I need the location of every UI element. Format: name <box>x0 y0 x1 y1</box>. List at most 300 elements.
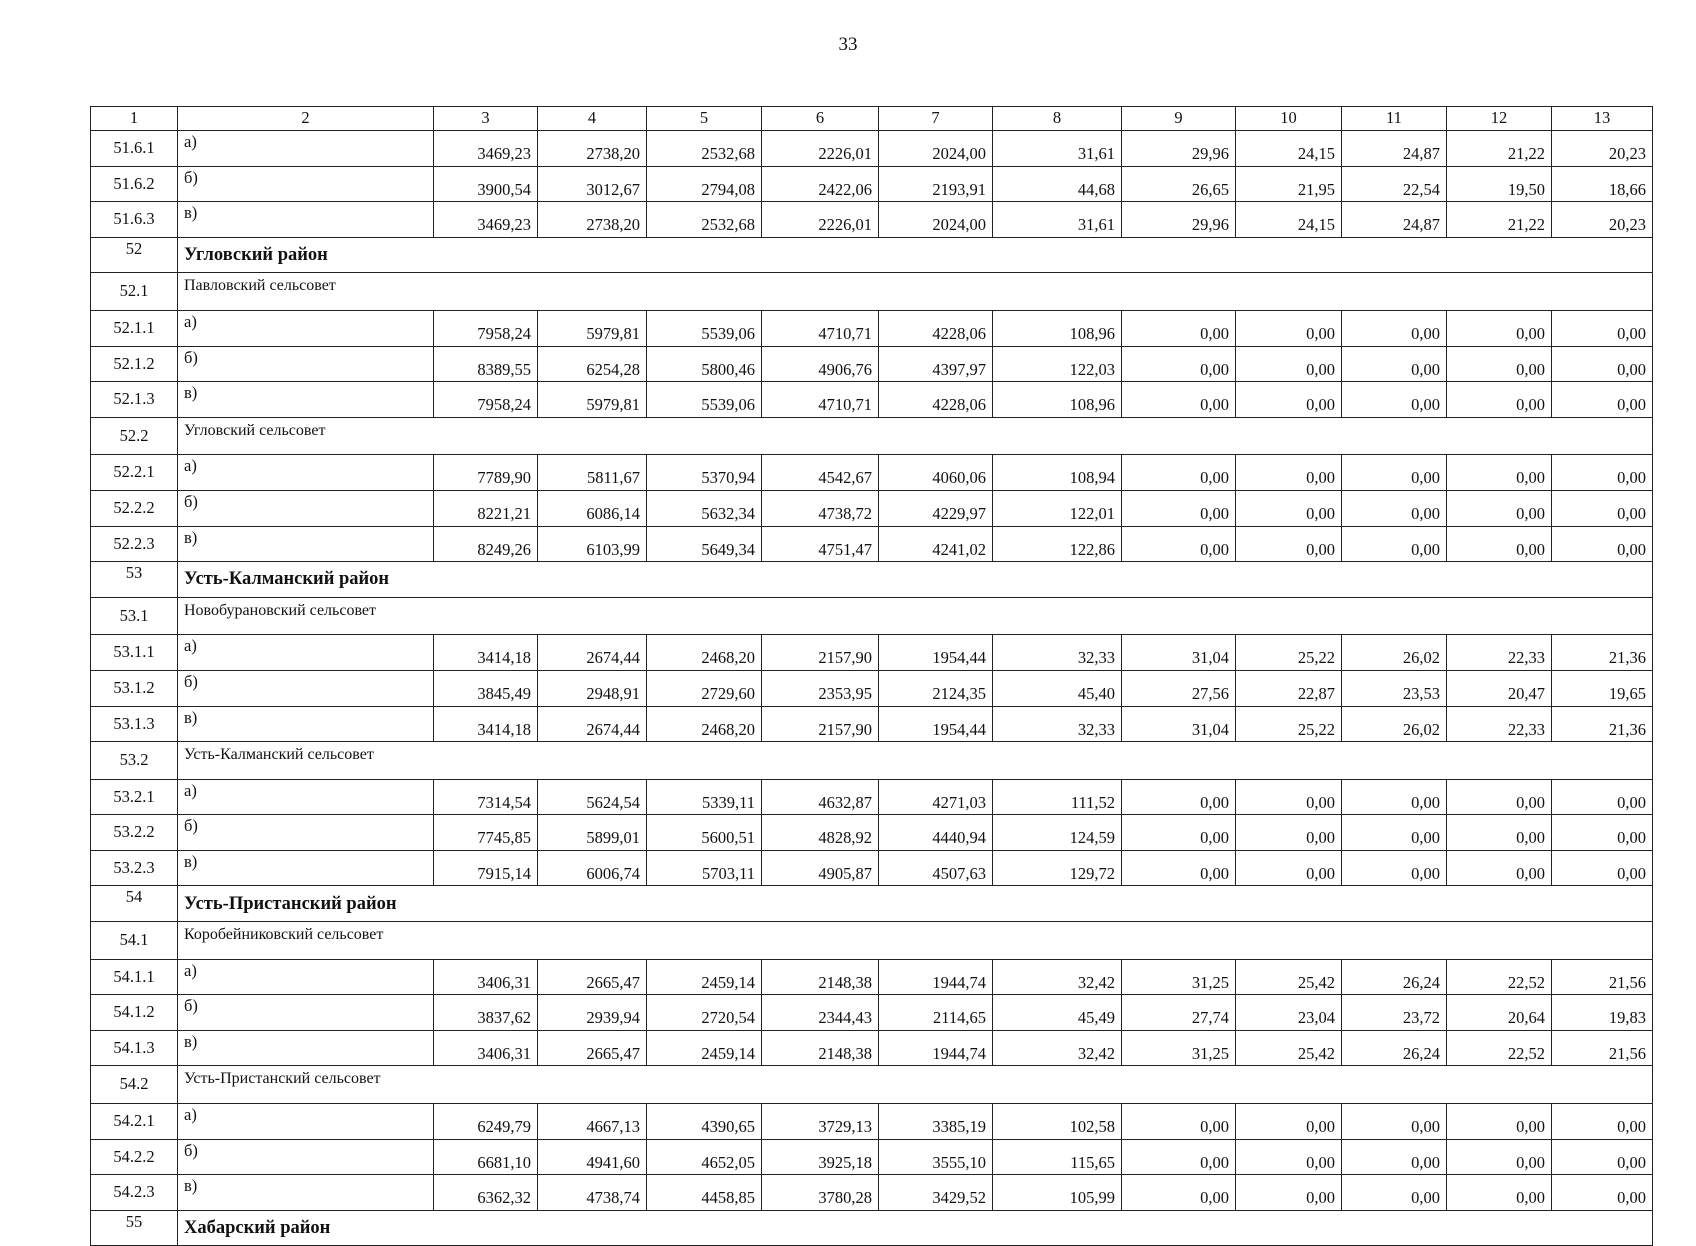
row-variant: в) <box>178 382 434 418</box>
district-row <box>91 1210 1653 1246</box>
value-cell: 3845,49 <box>434 670 538 706</box>
value-cell: 2665,47 <box>538 1030 647 1066</box>
row-variant: б) <box>178 670 434 706</box>
value-cell: 0,00 <box>1236 1175 1342 1211</box>
value-cell: 1954,44 <box>879 635 993 671</box>
column-header: 3 <box>434 107 538 131</box>
value-cell: 20,23 <box>1552 202 1653 238</box>
row-code: 53.2.1 <box>91 779 178 815</box>
table-row <box>91 995 1653 1031</box>
value-cell: 22,52 <box>1447 1030 1552 1066</box>
value-cell: 2674,44 <box>538 706 647 742</box>
row-code: 52.1.3 <box>91 382 178 418</box>
council-row <box>91 742 1653 780</box>
value-cell: 0,00 <box>1122 779 1236 815</box>
council-code: 53.1 <box>91 597 178 635</box>
value-cell: 122,01 <box>993 490 1122 526</box>
value-cell: 32,42 <box>993 959 1122 995</box>
value-cell: 3729,13 <box>762 1104 879 1140</box>
row-variant: б) <box>178 815 434 851</box>
value-cell: 3406,31 <box>434 1030 538 1066</box>
value-cell: 21,56 <box>1552 959 1653 995</box>
value-cell: 3900,54 <box>434 166 538 202</box>
row-code: 53.2.3 <box>91 850 178 886</box>
value-cell: 124,59 <box>993 815 1122 851</box>
table-row <box>91 202 1653 238</box>
value-cell: 0,00 <box>1342 490 1447 526</box>
value-cell: 32,33 <box>993 635 1122 671</box>
value-cell: 5899,01 <box>538 815 647 851</box>
value-cell: 0,00 <box>1236 526 1342 562</box>
district-code: 53 <box>91 562 178 598</box>
table-row <box>91 670 1653 706</box>
table-body <box>91 107 1653 1246</box>
value-cell: 115,65 <box>993 1139 1122 1175</box>
value-cell: 3012,67 <box>538 166 647 202</box>
value-cell: 0,00 <box>1342 346 1447 382</box>
value-cell: 2157,90 <box>762 706 879 742</box>
value-cell: 24,15 <box>1236 202 1342 238</box>
value-cell: 4905,87 <box>762 850 879 886</box>
value-cell: 0,00 <box>1342 1175 1447 1211</box>
value-cell: 0,00 <box>1447 779 1552 815</box>
value-cell: 0,00 <box>1447 850 1552 886</box>
value-cell: 27,56 <box>1122 670 1236 706</box>
district-code: 54 <box>91 886 178 922</box>
value-cell: 0,00 <box>1552 490 1653 526</box>
table-row <box>91 490 1653 526</box>
value-cell: 0,00 <box>1122 455 1236 491</box>
row-variant: а) <box>178 131 434 167</box>
value-cell: 0,00 <box>1447 455 1552 491</box>
value-cell: 22,87 <box>1236 670 1342 706</box>
value-cell: 4271,03 <box>879 779 993 815</box>
value-cell: 0,00 <box>1122 526 1236 562</box>
council-name: Усть-Пристанский сельсовет <box>178 1066 1653 1104</box>
value-cell: 25,22 <box>1236 706 1342 742</box>
value-cell: 0,00 <box>1122 1139 1236 1175</box>
value-cell: 0,00 <box>1342 1139 1447 1175</box>
value-cell: 22,33 <box>1447 706 1552 742</box>
row-variant: б) <box>178 490 434 526</box>
value-cell: 29,96 <box>1122 131 1236 167</box>
value-cell: 4228,06 <box>879 382 993 418</box>
district-name: Усть-Пристанский район <box>178 886 1653 922</box>
value-cell: 7314,54 <box>434 779 538 815</box>
table-row <box>91 166 1653 202</box>
row-code: 54.2.2 <box>91 1139 178 1175</box>
value-cell: 0,00 <box>1122 1175 1236 1211</box>
value-cell: 0,00 <box>1552 815 1653 851</box>
value-cell: 3414,18 <box>434 635 538 671</box>
table-row <box>91 131 1653 167</box>
value-cell: 3469,23 <box>434 202 538 238</box>
value-cell: 0,00 <box>1447 382 1552 418</box>
value-cell: 20,64 <box>1447 995 1552 1031</box>
table-row <box>91 1139 1653 1175</box>
value-cell: 0,00 <box>1552 1139 1653 1175</box>
value-cell: 4667,13 <box>538 1104 647 1140</box>
value-cell: 32,33 <box>993 706 1122 742</box>
value-cell: 5624,54 <box>538 779 647 815</box>
value-cell: 21,36 <box>1552 706 1653 742</box>
value-cell: 0,00 <box>1447 526 1552 562</box>
column-header: 13 <box>1552 107 1653 131</box>
value-cell: 8249,26 <box>434 526 538 562</box>
value-cell: 2532,68 <box>647 131 762 167</box>
council-row <box>91 417 1653 455</box>
value-cell: 2124,35 <box>879 670 993 706</box>
council-row <box>91 1066 1653 1104</box>
value-cell: 2193,91 <box>879 166 993 202</box>
row-code: 53.1.1 <box>91 635 178 671</box>
value-cell: 20,47 <box>1447 670 1552 706</box>
value-cell: 2344,43 <box>762 995 879 1031</box>
row-code: 53.2.2 <box>91 815 178 851</box>
value-cell: 0,00 <box>1122 1104 1236 1140</box>
value-cell: 31,25 <box>1122 959 1236 995</box>
row-code: 54.2.3 <box>91 1175 178 1211</box>
value-cell: 1944,74 <box>879 1030 993 1066</box>
value-cell: 23,53 <box>1342 670 1447 706</box>
table-row <box>91 1104 1653 1140</box>
value-cell: 2729,60 <box>647 670 762 706</box>
header-row <box>91 107 1653 131</box>
value-cell: 0,00 <box>1122 815 1236 851</box>
value-cell: 5649,34 <box>647 526 762 562</box>
value-cell: 2157,90 <box>762 635 879 671</box>
value-cell: 4906,76 <box>762 346 879 382</box>
value-cell: 2532,68 <box>647 202 762 238</box>
value-cell: 0,00 <box>1447 346 1552 382</box>
value-cell: 1954,44 <box>879 706 993 742</box>
council-code: 54.1 <box>91 922 178 960</box>
value-cell: 18,66 <box>1552 166 1653 202</box>
value-cell: 4941,60 <box>538 1139 647 1175</box>
column-header: 12 <box>1447 107 1552 131</box>
council-code: 54.2 <box>91 1066 178 1104</box>
value-cell: 2794,08 <box>647 166 762 202</box>
value-cell: 5811,67 <box>538 455 647 491</box>
value-cell: 31,61 <box>993 131 1122 167</box>
row-variant: а) <box>178 779 434 815</box>
district-code: 52 <box>91 237 178 273</box>
row-code: 52.2.3 <box>91 526 178 562</box>
value-cell: 23,04 <box>1236 995 1342 1031</box>
value-cell: 8389,55 <box>434 346 538 382</box>
value-cell: 102,58 <box>993 1104 1122 1140</box>
value-cell: 2422,06 <box>762 166 879 202</box>
value-cell: 0,00 <box>1552 382 1653 418</box>
council-name: Коробейниковский сельсовет <box>178 922 1653 960</box>
value-cell: 2674,44 <box>538 635 647 671</box>
column-header: 9 <box>1122 107 1236 131</box>
value-cell: 2114,65 <box>879 995 993 1031</box>
value-cell: 6254,28 <box>538 346 647 382</box>
row-code: 52.2.1 <box>91 455 178 491</box>
value-cell: 0,00 <box>1342 526 1447 562</box>
value-cell: 0,00 <box>1447 310 1552 346</box>
value-cell: 19,83 <box>1552 995 1653 1031</box>
value-cell: 3837,62 <box>434 995 538 1031</box>
column-header: 10 <box>1236 107 1342 131</box>
value-cell: 0,00 <box>1236 1104 1342 1140</box>
value-cell: 111,52 <box>993 779 1122 815</box>
value-cell: 3469,23 <box>434 131 538 167</box>
row-code: 54.1.2 <box>91 995 178 1031</box>
district-row <box>91 886 1653 922</box>
value-cell: 0,00 <box>1342 815 1447 851</box>
value-cell: 4229,97 <box>879 490 993 526</box>
value-cell: 4828,92 <box>762 815 879 851</box>
row-code: 54.1.1 <box>91 959 178 995</box>
district-row <box>91 237 1653 273</box>
value-cell: 22,54 <box>1342 166 1447 202</box>
value-cell: 4751,47 <box>762 526 879 562</box>
value-cell: 8221,21 <box>434 490 538 526</box>
value-cell: 4738,74 <box>538 1175 647 1211</box>
value-cell: 108,96 <box>993 382 1122 418</box>
value-cell: 0,00 <box>1552 526 1653 562</box>
value-cell: 24,15 <box>1236 131 1342 167</box>
row-variant: в) <box>178 1175 434 1211</box>
value-cell: 0,00 <box>1236 779 1342 815</box>
value-cell: 122,03 <box>993 346 1122 382</box>
table-row <box>91 959 1653 995</box>
value-cell: 23,72 <box>1342 995 1447 1031</box>
council-code: 52.1 <box>91 273 178 311</box>
value-cell: 24,87 <box>1342 131 1447 167</box>
row-code: 54.1.3 <box>91 1030 178 1066</box>
value-cell: 5339,11 <box>647 779 762 815</box>
value-cell: 26,65 <box>1122 166 1236 202</box>
row-code: 53.1.2 <box>91 670 178 706</box>
value-cell: 3414,18 <box>434 706 538 742</box>
value-cell: 21,95 <box>1236 166 1342 202</box>
value-cell: 5800,46 <box>647 346 762 382</box>
row-variant: а) <box>178 959 434 995</box>
value-cell: 2468,20 <box>647 706 762 742</box>
value-cell: 7958,24 <box>434 382 538 418</box>
council-row <box>91 273 1653 311</box>
table-row <box>91 1030 1653 1066</box>
row-variant: в) <box>178 850 434 886</box>
district-row <box>91 562 1653 598</box>
row-variant: а) <box>178 310 434 346</box>
row-code: 52.1.1 <box>91 310 178 346</box>
value-cell: 0,00 <box>1447 490 1552 526</box>
value-cell: 105,99 <box>993 1175 1122 1211</box>
council-code: 53.2 <box>91 742 178 780</box>
column-header: 1 <box>91 107 178 131</box>
value-cell: 25,42 <box>1236 1030 1342 1066</box>
value-cell: 129,72 <box>993 850 1122 886</box>
value-cell: 4738,72 <box>762 490 879 526</box>
row-code: 52.2.2 <box>91 490 178 526</box>
council-row <box>91 922 1653 960</box>
value-cell: 6681,10 <box>434 1139 538 1175</box>
value-cell: 6086,14 <box>538 490 647 526</box>
value-cell: 27,74 <box>1122 995 1236 1031</box>
value-cell: 6103,99 <box>538 526 647 562</box>
value-cell: 6006,74 <box>538 850 647 886</box>
table-row <box>91 526 1653 562</box>
column-header: 11 <box>1342 107 1447 131</box>
table-row <box>91 382 1653 418</box>
value-cell: 45,49 <box>993 995 1122 1031</box>
value-cell: 5539,06 <box>647 382 762 418</box>
value-cell: 5370,94 <box>647 455 762 491</box>
value-cell: 3406,31 <box>434 959 538 995</box>
value-cell: 3925,18 <box>762 1139 879 1175</box>
value-cell: 5632,34 <box>647 490 762 526</box>
value-cell: 5979,81 <box>538 382 647 418</box>
value-cell: 7789,90 <box>434 455 538 491</box>
value-cell: 21,22 <box>1447 131 1552 167</box>
council-row <box>91 597 1653 635</box>
district-name: Усть-Калманский район <box>178 562 1653 598</box>
value-cell: 1944,74 <box>879 959 993 995</box>
value-cell: 2226,01 <box>762 202 879 238</box>
value-cell: 4710,71 <box>762 310 879 346</box>
value-cell: 2948,91 <box>538 670 647 706</box>
row-code: 51.6.1 <box>91 131 178 167</box>
value-cell: 2459,14 <box>647 959 762 995</box>
value-cell: 19,50 <box>1447 166 1552 202</box>
table-row <box>91 779 1653 815</box>
row-variant: а) <box>178 1104 434 1140</box>
value-cell: 25,42 <box>1236 959 1342 995</box>
value-cell: 4632,87 <box>762 779 879 815</box>
value-cell: 122,86 <box>993 526 1122 562</box>
district-name: Хабарский район <box>178 1210 1653 1246</box>
value-cell: 44,68 <box>993 166 1122 202</box>
value-cell: 5539,06 <box>647 310 762 346</box>
column-header: 6 <box>762 107 879 131</box>
value-cell: 7915,14 <box>434 850 538 886</box>
value-cell: 0,00 <box>1342 455 1447 491</box>
row-variant: б) <box>178 166 434 202</box>
value-cell: 0,00 <box>1447 1175 1552 1211</box>
table-row <box>91 310 1653 346</box>
value-cell: 2226,01 <box>762 131 879 167</box>
row-variant: б) <box>178 346 434 382</box>
value-cell: 45,40 <box>993 670 1122 706</box>
value-cell: 4397,97 <box>879 346 993 382</box>
table-row <box>91 1175 1653 1211</box>
value-cell: 0,00 <box>1122 346 1236 382</box>
council-code: 52.2 <box>91 417 178 455</box>
value-cell: 31,25 <box>1122 1030 1236 1066</box>
value-cell: 3429,52 <box>879 1175 993 1211</box>
row-variant: в) <box>178 706 434 742</box>
value-cell: 5979,81 <box>538 310 647 346</box>
value-cell: 0,00 <box>1236 382 1342 418</box>
row-variant: в) <box>178 202 434 238</box>
council-name: Усть-Калманский сельсовет <box>178 742 1653 780</box>
column-header: 5 <box>647 107 762 131</box>
value-cell: 0,00 <box>1122 310 1236 346</box>
value-cell: 24,87 <box>1342 202 1447 238</box>
value-cell: 31,04 <box>1122 706 1236 742</box>
value-cell: 0,00 <box>1447 815 1552 851</box>
value-cell: 6362,32 <box>434 1175 538 1211</box>
value-cell: 32,42 <box>993 1030 1122 1066</box>
value-cell: 0,00 <box>1122 490 1236 526</box>
row-code: 51.6.3 <box>91 202 178 238</box>
value-cell: 0,00 <box>1342 850 1447 886</box>
value-cell: 4652,05 <box>647 1139 762 1175</box>
table-row <box>91 706 1653 742</box>
table-row <box>91 346 1653 382</box>
value-cell: 21,22 <box>1447 202 1552 238</box>
value-cell: 0,00 <box>1552 346 1653 382</box>
value-cell: 0,00 <box>1552 850 1653 886</box>
table-row <box>91 635 1653 671</box>
value-cell: 2738,20 <box>538 131 647 167</box>
value-cell: 0,00 <box>1552 779 1653 815</box>
council-name: Павловский сельсовет <box>178 273 1653 311</box>
value-cell: 31,04 <box>1122 635 1236 671</box>
district-name: Угловский район <box>178 237 1653 273</box>
value-cell: 0,00 <box>1236 310 1342 346</box>
row-variant: в) <box>178 1030 434 1066</box>
value-cell: 3780,28 <box>762 1175 879 1211</box>
value-cell: 4440,94 <box>879 815 993 851</box>
value-cell: 2468,20 <box>647 635 762 671</box>
value-cell: 31,61 <box>993 202 1122 238</box>
value-cell: 3385,19 <box>879 1104 993 1140</box>
value-cell: 108,94 <box>993 455 1122 491</box>
value-cell: 2024,00 <box>879 131 993 167</box>
value-cell: 26,02 <box>1342 635 1447 671</box>
value-cell: 7958,24 <box>434 310 538 346</box>
table-row <box>91 455 1653 491</box>
value-cell: 0,00 <box>1236 346 1342 382</box>
value-cell: 4542,67 <box>762 455 879 491</box>
row-code: 52.1.2 <box>91 346 178 382</box>
value-cell: 2665,47 <box>538 959 647 995</box>
district-code: 55 <box>91 1210 178 1246</box>
row-variant: а) <box>178 455 434 491</box>
value-cell: 21,36 <box>1552 635 1653 671</box>
value-cell: 5600,51 <box>647 815 762 851</box>
row-variant: а) <box>178 635 434 671</box>
value-cell: 0,00 <box>1342 779 1447 815</box>
value-cell: 108,96 <box>993 310 1122 346</box>
value-cell: 6249,79 <box>434 1104 538 1140</box>
value-cell: 26,24 <box>1342 1030 1447 1066</box>
row-variant: б) <box>178 1139 434 1175</box>
column-header: 7 <box>879 107 993 131</box>
value-cell: 0,00 <box>1447 1104 1552 1140</box>
value-cell: 0,00 <box>1236 815 1342 851</box>
value-cell: 0,00 <box>1236 1139 1342 1175</box>
value-cell: 0,00 <box>1552 455 1653 491</box>
value-cell: 26,02 <box>1342 706 1447 742</box>
value-cell: 4710,71 <box>762 382 879 418</box>
data-table <box>90 106 1653 1246</box>
value-cell: 0,00 <box>1236 850 1342 886</box>
table-row <box>91 850 1653 886</box>
column-header: 2 <box>178 107 434 131</box>
value-cell: 0,00 <box>1236 490 1342 526</box>
value-cell: 3555,10 <box>879 1139 993 1175</box>
value-cell: 2353,95 <box>762 670 879 706</box>
value-cell: 5703,11 <box>647 850 762 886</box>
row-variant: в) <box>178 526 434 562</box>
value-cell: 0,00 <box>1236 455 1342 491</box>
